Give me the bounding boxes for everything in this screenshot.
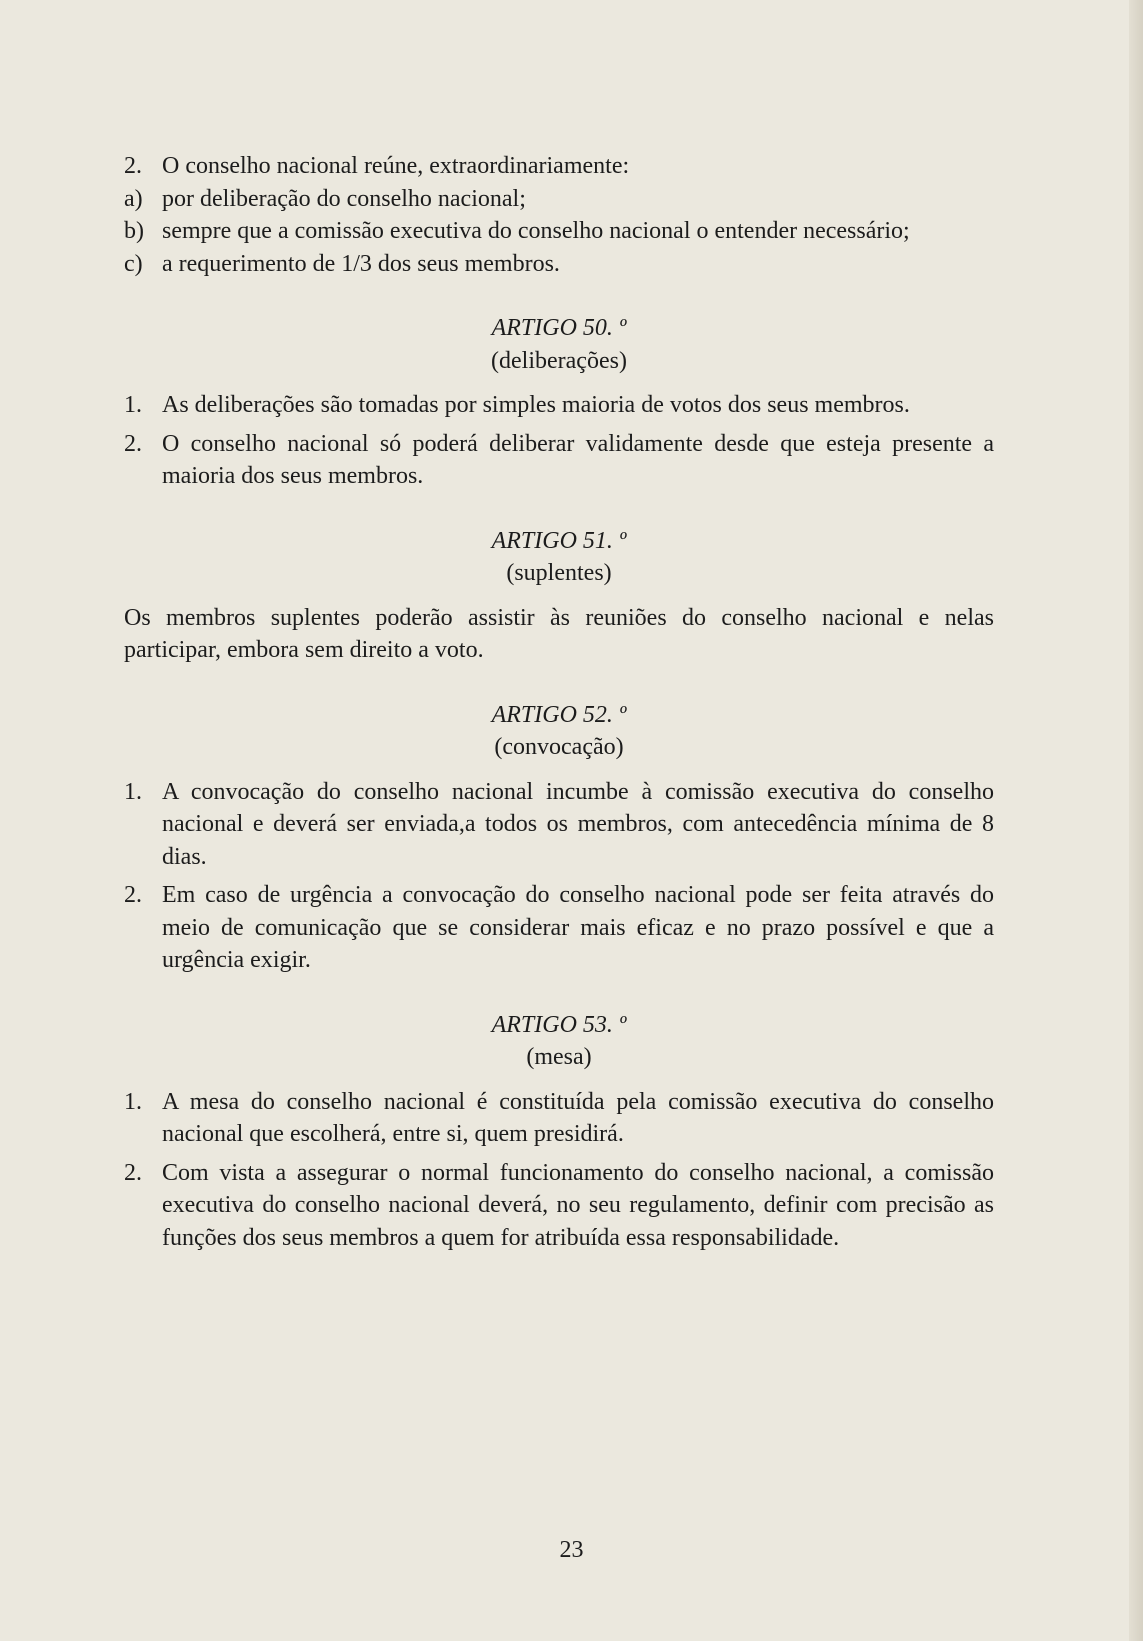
list-item [124,389,994,422]
item-number: 2. [124,1159,142,1186]
article-subtitle: (suplentes) [506,560,612,586]
item-number: 2. [124,153,142,179]
item-text: O conselho nacional reúne, extraordinariamente: [162,153,630,179]
article-heading [124,312,994,377]
list-item [124,150,994,183]
article-subtitle: (convocação) [494,734,624,760]
article-50 [124,312,994,493]
list-item [124,428,994,493]
article-heading [124,1009,994,1074]
article-title: ARTIGO 50. º [491,315,627,341]
item-text: a requerimento de 1/3 dos seus membros. [162,250,560,277]
page-content [124,150,994,1260]
article-51 [124,525,994,667]
article-heading [124,525,994,590]
item-number: b) [124,218,144,244]
list-item [124,776,994,874]
article-subtitle: (deliberações) [491,347,627,374]
article-heading [124,699,994,764]
item-text: A mesa do conselho nacional é constituída pela comissão executiva do conselho nacional que escolherá, entre si, quem presidirá. [162,1088,994,1147]
item-text: por deliberação do conselho nacional; [162,185,526,212]
item-text: As deliberações são tomadas por simples maioria de votos dos seus membros. [162,392,910,418]
article-title: ARTIGO 53. º [491,1011,627,1038]
item-number: 1. [124,1088,142,1115]
article-title: ARTIGO 52. º [491,701,627,728]
item-number: a) [124,185,143,212]
item-number: c) [124,250,143,277]
item-number: 2. [124,430,142,457]
item-number: 1. [124,392,142,418]
article-53 [124,1009,994,1255]
item-number: 1. [124,778,142,805]
article-52 [124,699,994,977]
page-edge [1129,0,1143,1641]
list-item [124,1157,994,1255]
list-item [124,215,994,248]
article-paragraph: Os membros suplentes poderão assistir às reuniões do conselho nacional e nelas participar, embora sem direito a voto. [124,604,994,663]
item-text: sempre que a comissão executiva do conselho nacional o entender necessário; [162,218,910,244]
list-item [124,248,994,281]
list-item [124,879,994,977]
article-title: ARTIGO 51. º [491,527,627,554]
item-number: 2. [124,882,142,908]
item-text: O conselho nacional só poderá deliberar validamente desde que esteja presente a maioria dos seus membros. [162,430,994,489]
intro-section [124,150,994,280]
page-number: 23 [559,1537,584,1563]
item-text: A convocação do conselho nacional incumbe à comissão executiva do conselho nacional e deverá ser enviada,a todos os membros, com antecedência mínima de 8 dias. [162,778,994,870]
item-text: Com vista a assegurar o normal funcionamento do conselho nacional, a comissão executiva do conselho nacional deverá, no seu regulamento, definir com precisão as funções dos seus membros a quem for atribuída essa responsabilidade. [162,1159,994,1251]
list-item [124,183,994,216]
item-text: Em caso de urgência a convocação do conselho nacional pode ser feita através do meio de comunicação que se considerar mais eficaz e no prazo possível e que a urgência exigir. [162,882,994,973]
article-subtitle: (mesa) [526,1044,592,1070]
list-item [124,1086,994,1151]
